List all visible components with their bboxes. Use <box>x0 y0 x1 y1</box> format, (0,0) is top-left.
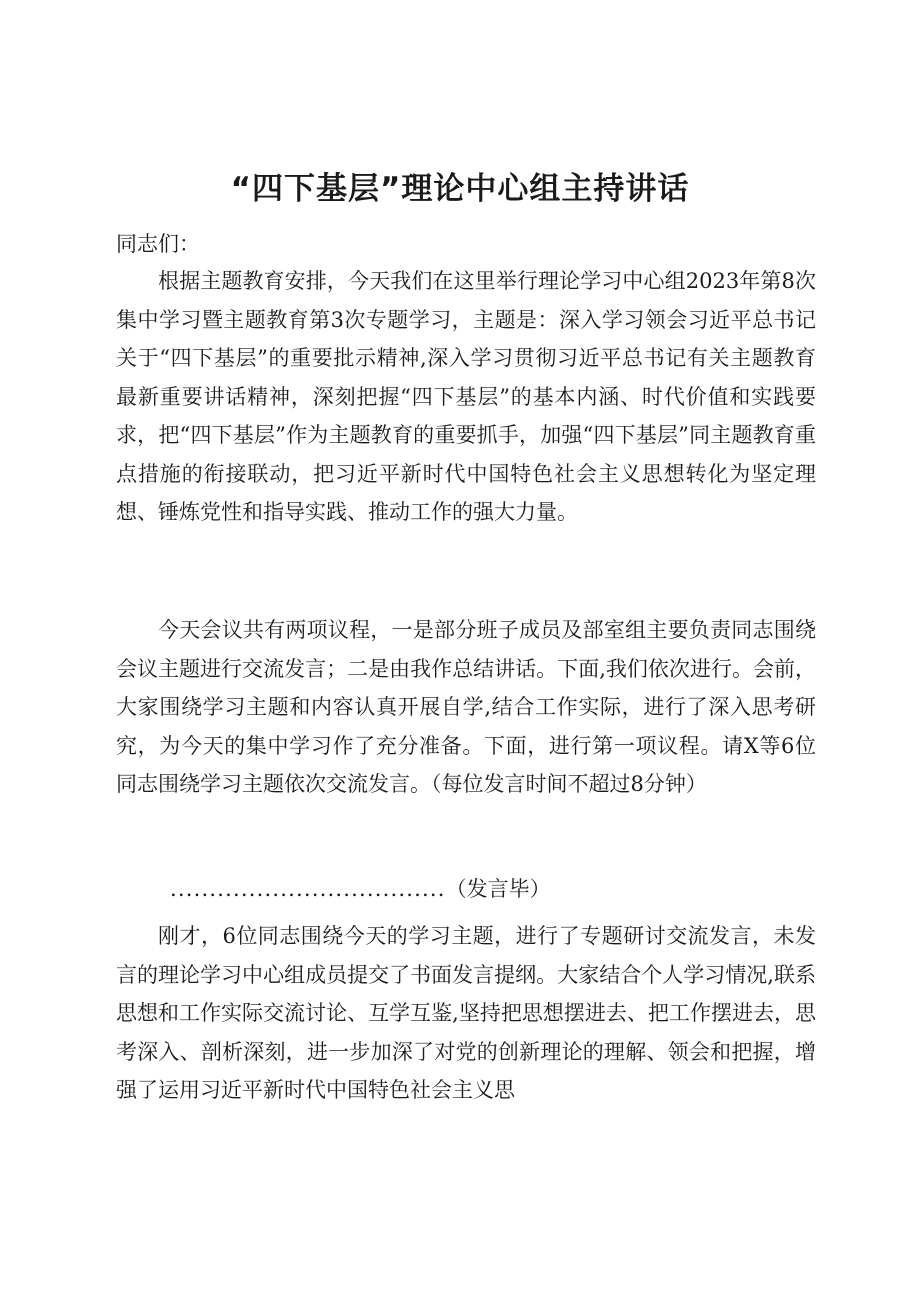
paragraph-summary: 刚才，6位同志围绕今天的学习主题，进行了专题研讨交流发言，未发言的理论学习中心组成员提交了书面发言提纲。大家结合个人学习情况,联系思想和工作实际交流讨论、互学互鉴,坚持把思想摆进去、把工作摆进去，思考深入、剖析深刻，进一步加深了对党的创新理论的理解、领会和把握，增强了运用习近平新时代中国特色社会主义思 <box>116 924 816 1102</box>
paragraph-intro: 根据主题教育安排，今天我们在这里举行理论学习中心组2023年第8次集中学习暨主题教育第3次专题学习，主题是：深入学习领会习近平总书记关于“四下基层”的重要批示精神,深入学习贯彻习近平总书记有关主题教育最新重要讲话精神，深刻把握“四下基层”的基本内涵、时代价值和实践要求，把“四下基层”作为主题教育的重要抓手，加强“四下基层”同主题教育重点措施的衔接联动，把习近平新时代中国特色社会主义思想转化为坚定理想、锤炼党性和指导实践、推动工作的强大力量。 <box>116 269 816 524</box>
page-title: “四下基层”理论中心组主持讲话 <box>230 171 690 207</box>
dot-leader: ................................... <box>170 877 446 901</box>
salutation: 同志们： <box>116 232 200 256</box>
paragraph-agenda: 今天会议共有两项议程，一是部分班子成员及部室组主要负责同志围绕会议主题进行交流发言；二是由我作总结讲话。下面,我们依次进行。会前，大家围绕学习主题和内容认真开展自学,结合工作实际，进行了深入思考研究，为今天的集中学习作了充分准备。下面，进行第一项议程。请X等6位同志围绕学习主题依次交流发言。（每位发言时间不超过8分钟） <box>116 618 816 796</box>
speech-end-marker <box>170 874 551 904</box>
speech-end-note: （发言毕） <box>445 877 551 901</box>
